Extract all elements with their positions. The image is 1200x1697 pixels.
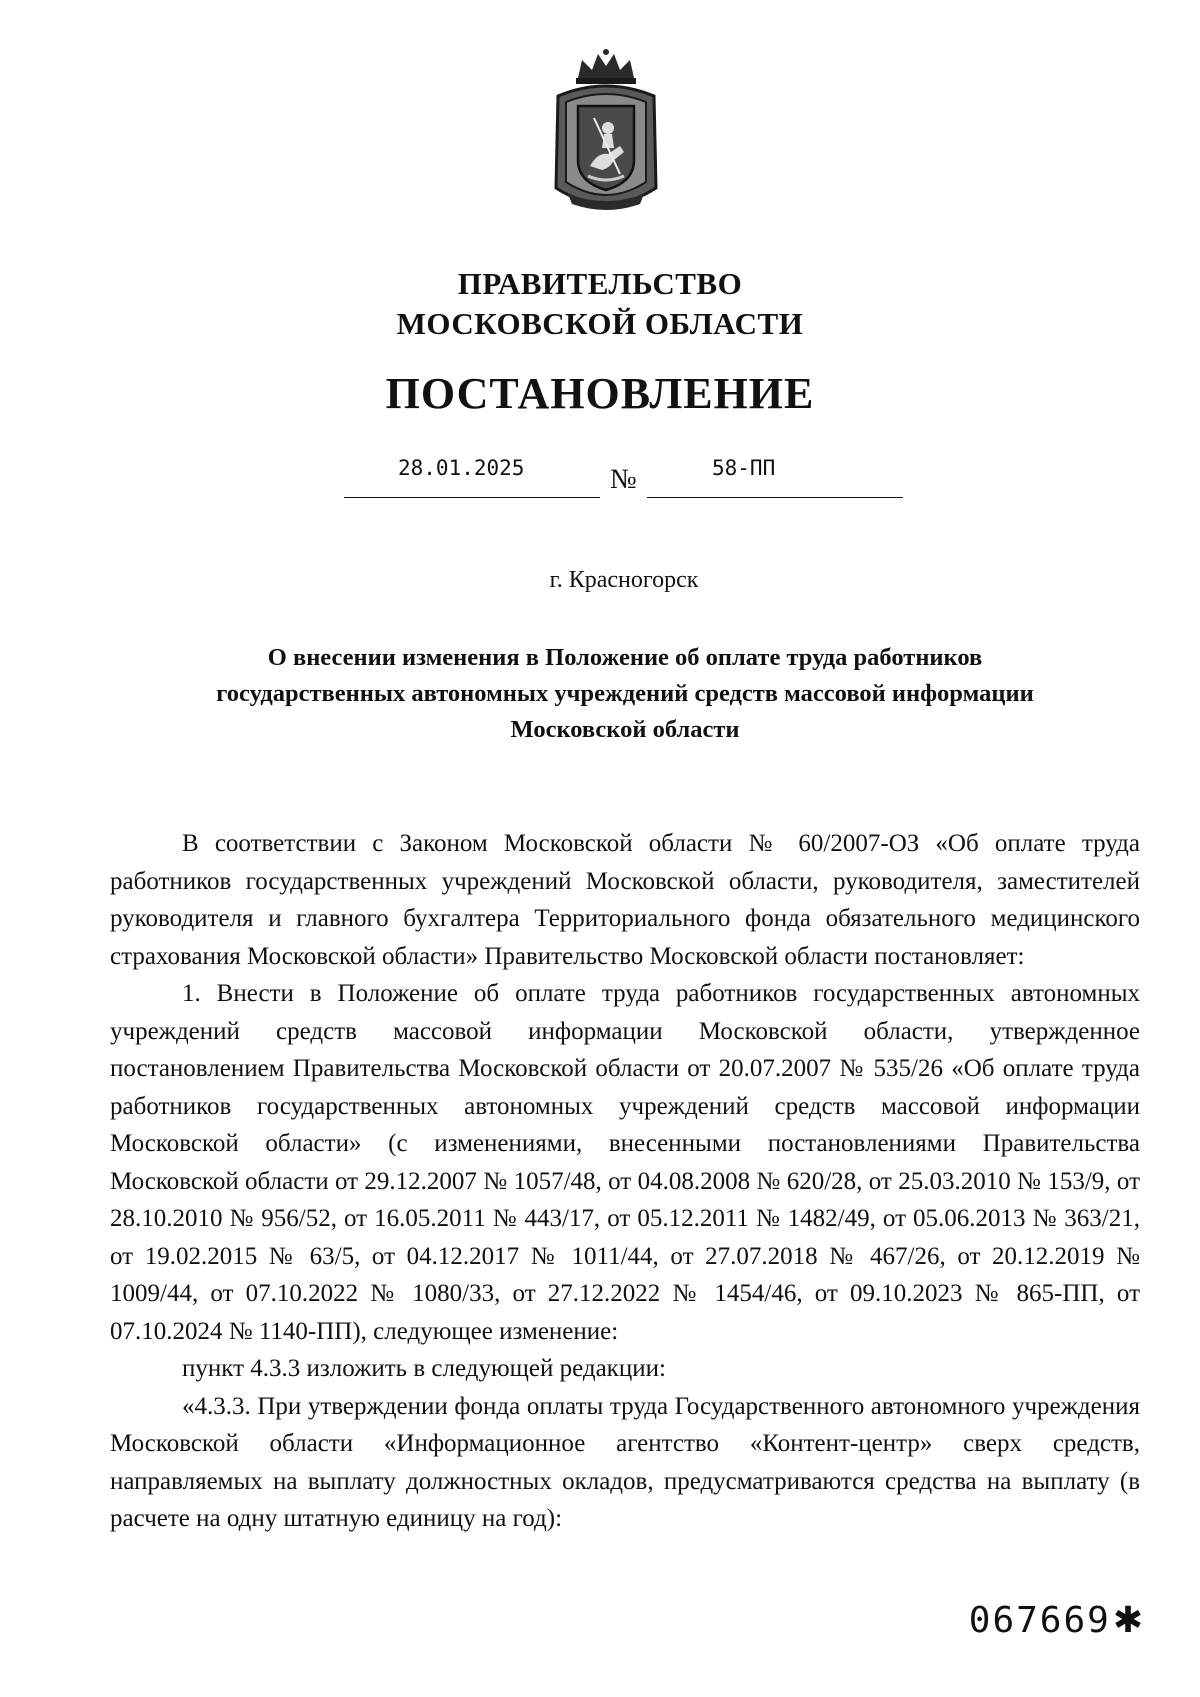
document-type-title: ПОСТАНОВЛЕНИЕ (385, 369, 815, 418)
city-location: г. Красногорск (549, 567, 699, 593)
body-paragraph: 1. Внести в Положение об оплате труда работников государственных автономных учреждений средств массовой информации Московской области, утвержденное постановлением Правительства Московской области от 20.07.2007 № 535/26 «Об оплате труда работников государственных автономных учреждений средств массовой информации Московской области» (с изменениями, внесенными постановлениями Правительства Московской области от 29.12.2007 № 1057/48, от 04.08.2008 № 620/28, от 25.03.2010 № 153/9, от 28.10.2010 № 956/52, от 16.05.2011 № 443/17, от 05.12.2011 № 1482/49, от 05.06.2013 № 363/21, от 19.02.2015 № 63/5, от 04.12.2017 № 1011/44, от 27.07.2018 № 467/26, от 20.12.2019 № 1009/44, от 07.10.2022 № 1080/33, от 27.12.2022 № 1454/46, от 09.10.2023 № 865-ПП, от 07.10.2024 № 1140-ПП), следующее изменение: (110, 980, 1140, 1345)
number-underline (647, 497, 903, 498)
document-date: 28.01.2025 (398, 456, 525, 480)
document-subject (130, 640, 1120, 748)
body-paragraph: «4.3.3. При утверждении фонда оплаты труда Государственного автономного учреждения Московской области «Информационное агентство «Контент-центр» сверх средств, направляемых на выплату должностных окладов, предусматриваются средства на выплату (в расчете на одну штатную единицу на год): (110, 1392, 1140, 1532)
organization-name-line2: МОСКОВСКОЙ ОБЛАСТИ (396, 306, 804, 341)
body-paragraph: пункт 4.3.3 изложить в следующей редакции: (182, 1355, 666, 1382)
asterisk-icon: ✱ (1112, 1600, 1145, 1641)
organization-name-line1: ПРАВИТЕЛЬСТВО (457, 266, 743, 301)
coat-of-arms-icon (548, 48, 664, 216)
subject-line: государственных автономных учреждений средств массовой информации (216, 680, 1034, 707)
serial-number-value: 067669 (968, 1600, 1111, 1641)
subject-line: Московской области (510, 716, 740, 743)
body-paragraph: В соответствии с Законом Московской области № 60/2007-ОЗ «Об оплате труда работников государственных учреждений Московской области, руководителя, заместителей руководителя и главного бухгалтера Территориального фонда обязательного медицинского страхования Московской области» Правительство Московской области постановляет: (110, 830, 1140, 970)
date-underline (344, 497, 600, 498)
document-number: 58-ПП (712, 456, 776, 480)
subject-line: О внесении изменения в Положение об оплате труда работников (267, 644, 983, 671)
document-body (110, 825, 1140, 1538)
serial-number (969, 1600, 1145, 1641)
number-sign: № (610, 464, 637, 495)
